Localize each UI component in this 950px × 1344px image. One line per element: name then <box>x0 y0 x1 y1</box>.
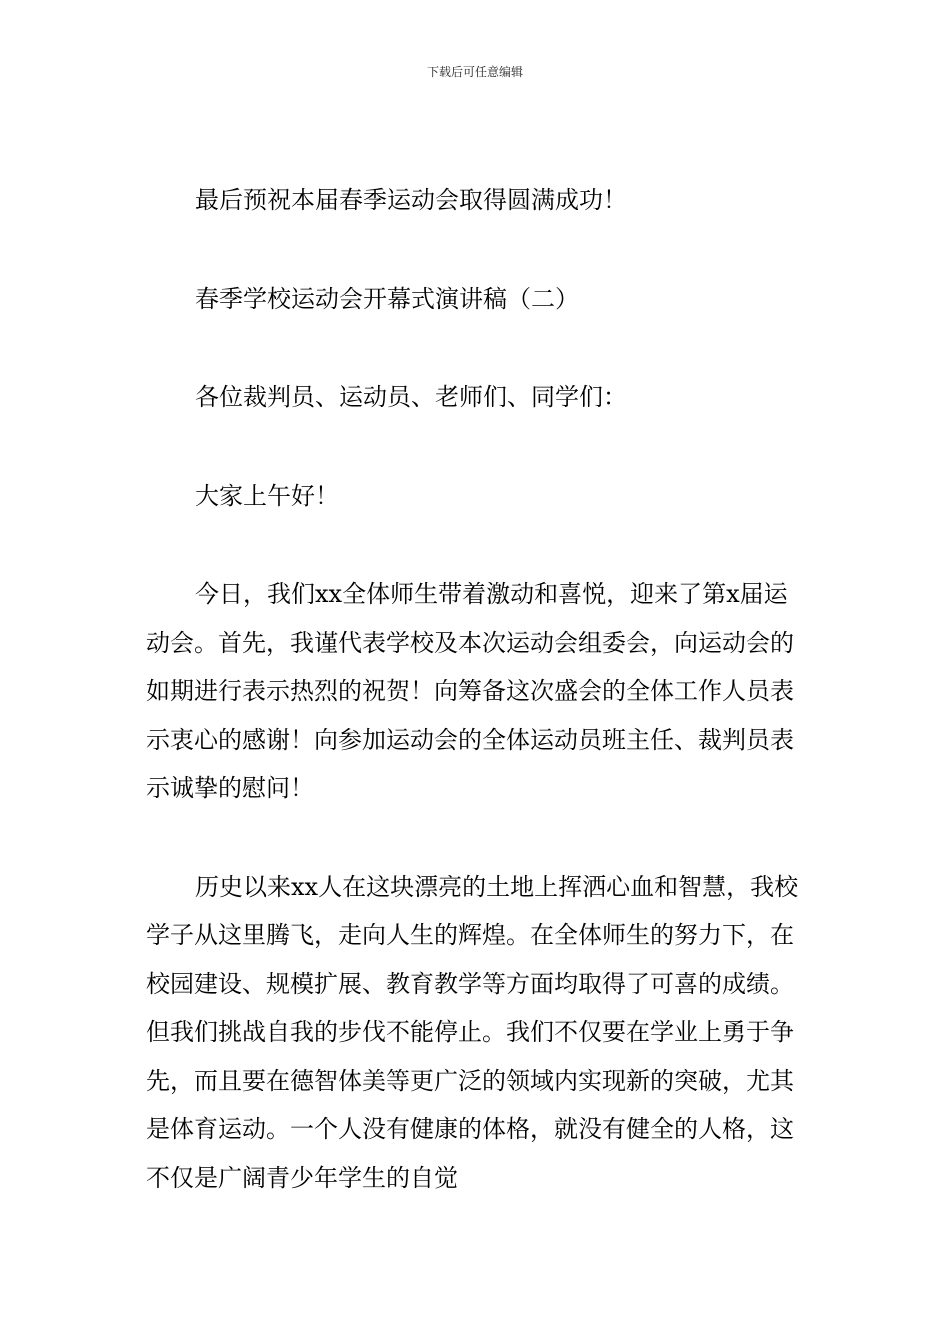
paragraph-greeting: 大家上午好！ <box>195 481 339 510</box>
document-body <box>146 176 810 1252</box>
paragraph-closing-wish: 最后预祝本届春季运动会取得圆满成功！ <box>195 186 627 214</box>
paragraph-salutation: 各位裁判员、运动员、老师们、同学们： <box>195 383 627 411</box>
paragraph-opening: 今日，我们xx全体师生带着激动和喜悦，迎来了第x届运动会。首先，我谨代表学校及本次运动会组委会，向运动会的如期进行表示热烈的祝贺！向筹备这次盛会的全体工作人员表示衷心的感谢！向参加运动会的全体运动员班主任、裁判员表示诚挚的慰问！ <box>146 580 794 802</box>
header-note: 下载后可任意编辑 <box>426 65 523 79</box>
paragraph-speech-title: 春季学校运动会开幕式演讲稿（二） <box>195 284 579 313</box>
paragraph-history: 历史以来xx人在这块漂亮的土地上挥洒心血和智慧，我校学子从这里腾飞，走向人生的辉煌。在全体师生的努力下，在校园建设、规模扩展、教育教学等方面均取得了可喜的成绩。但我们挑战自我的步伐不能停止。我们不仅要在学业上勇于争先，而且要在德智体美等更广泛的领域内实现新的突破，尤其是体育运动。一个人没有健康的体格，就没有健全的人格，这不仅是广阔青少年学生的自觉 <box>146 872 799 1192</box>
